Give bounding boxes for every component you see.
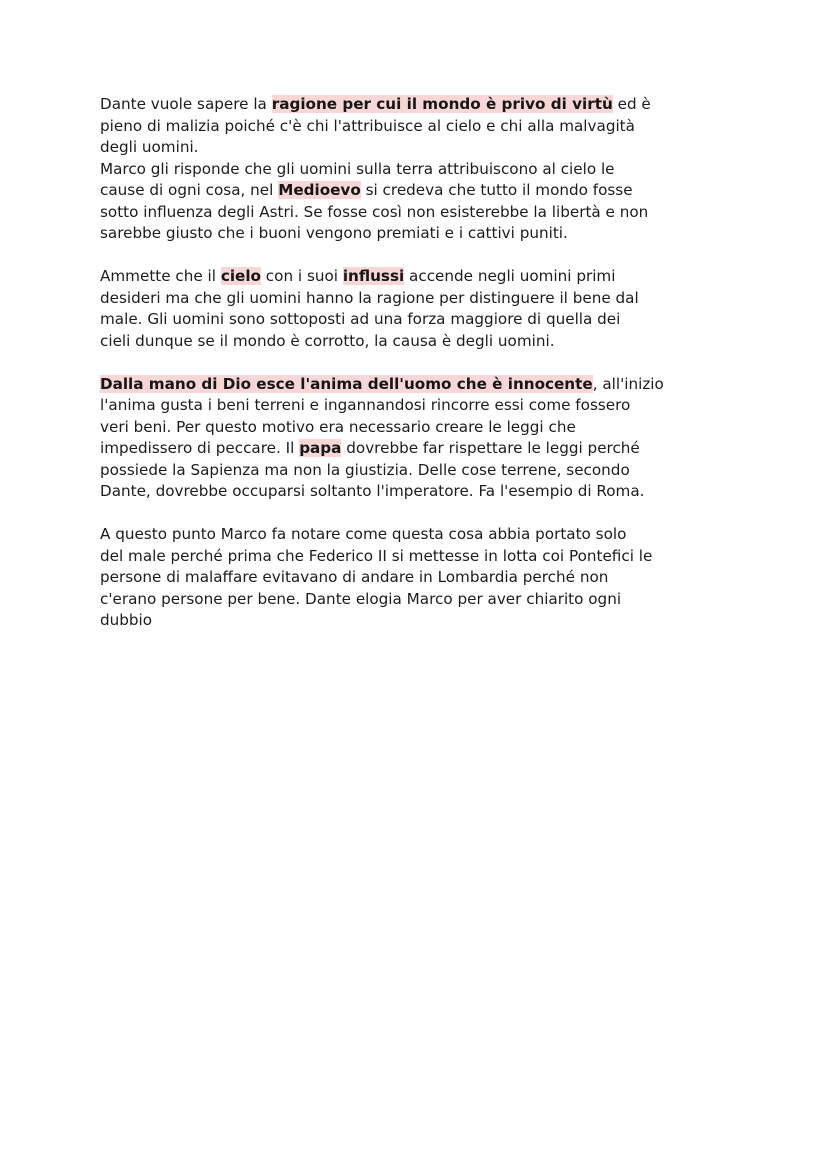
text-segment: Dante, dovrebbe occuparsi soltanto l'imperatore. Fa l'esempio di Roma.: [100, 482, 645, 500]
text-segment: Marco gli risponde che gli uomini sulla terra attribuiscono al cielo le: [100, 159, 615, 178]
highlighted-phrase: influssi: [342, 267, 405, 285]
highlighted-phrase: papa: [299, 439, 342, 457]
text-line: [100, 137, 730, 159]
text-segment: impedissero di peccare. Il: [100, 439, 300, 457]
text-line: [100, 460, 730, 482]
text-line: [100, 567, 730, 589]
text-segment: accende negli uomini primi: [404, 267, 616, 285]
text-line: [100, 589, 730, 611]
text-line: [100, 417, 730, 439]
text-segment: Dante vuole sapere la: [100, 95, 272, 113]
text-segment: c'erano persone per bene. Dante elogia Marco per aver chiarito ogni: [100, 589, 622, 608]
text-segment: , all'inizio: [592, 374, 664, 393]
text-line: [100, 309, 730, 331]
text-segment: possiede la Sapienza ma non la giustizia. Delle cose terrene, secondo: [100, 460, 630, 479]
text-segment: persone di malaffare evitavano di andare in Lombardia perché non: [100, 568, 609, 586]
text-segment: degli uomini.: [100, 138, 199, 156]
text-line: [100, 223, 730, 245]
text-segment: si credeva che tutto il mondo fosse: [360, 181, 633, 199]
highlighted-phrase: Dalla mano di Dio esce l'anima dell'uomo che è innocente: [100, 374, 593, 393]
text-segment: sarebbe giusto che i buoni vengono premiati e i cattivi puniti.: [100, 224, 568, 242]
text-line: [100, 288, 730, 310]
paragraph-4: [100, 524, 730, 632]
text-segment: dubbio: [100, 611, 153, 629]
text-segment: sotto influenza degli Astri. Se fosse così non esisterebbe la libertà e non: [100, 202, 649, 221]
text-segment: A questo punto Marco fa notare come questa cosa abbia portato solo: [100, 525, 627, 543]
text-segment: pieno di malizia poiché c'è chi l'attribuisce al cielo e chi alla malvagità: [100, 116, 635, 135]
text-segment: ed è: [612, 95, 651, 113]
text-segment: Ammette che il: [100, 267, 221, 285]
text-segment: cause di ogni cosa, nel: [100, 181, 279, 199]
text-segment: del male perché prima che Federico II si mettesse in lotta coi Pontefici le: [100, 546, 653, 565]
text-line: [100, 374, 730, 396]
text-line: [100, 159, 730, 181]
paragraph-1: [100, 94, 730, 245]
text-segment: con i suoi: [260, 267, 343, 285]
text-line: [100, 202, 730, 224]
highlighted-phrase: ragione per cui il mondo è privo di virtù: [271, 95, 613, 113]
text-line: [100, 331, 730, 353]
text-line: [100, 546, 730, 568]
text-segment: veri beni. Per questo motivo era necessario creare le leggi che: [100, 417, 576, 436]
text-segment: l'anima gusta i beni terreni e ingannandosi rincorre essi come fossero: [100, 396, 631, 414]
document-body: [100, 94, 730, 653]
text-line: [100, 116, 730, 138]
paragraph-2: [100, 266, 730, 352]
text-line: [100, 395, 730, 417]
text-line: [100, 180, 730, 202]
highlighted-phrase: cielo: [220, 267, 261, 285]
text-line: [100, 438, 730, 460]
text-segment: cieli dunque se il mondo è corrotto, la causa è degli uomini.: [100, 331, 555, 350]
text-line: [100, 481, 730, 503]
text-segment: male. Gli uomini sono sottoposti ad una forza maggiore di quella dei: [100, 310, 621, 328]
text-line: [100, 610, 730, 632]
text-segment: desideri ma che gli uomini hanno la ragione per distinguere il bene dal: [100, 288, 639, 307]
highlighted-phrase: Medioevo: [278, 181, 361, 199]
paragraph-3: [100, 374, 730, 503]
text-line: [100, 266, 730, 288]
text-line: [100, 94, 730, 116]
text-line: [100, 524, 730, 546]
text-segment: dovrebbe far rispettare le leggi perché: [341, 439, 640, 457]
